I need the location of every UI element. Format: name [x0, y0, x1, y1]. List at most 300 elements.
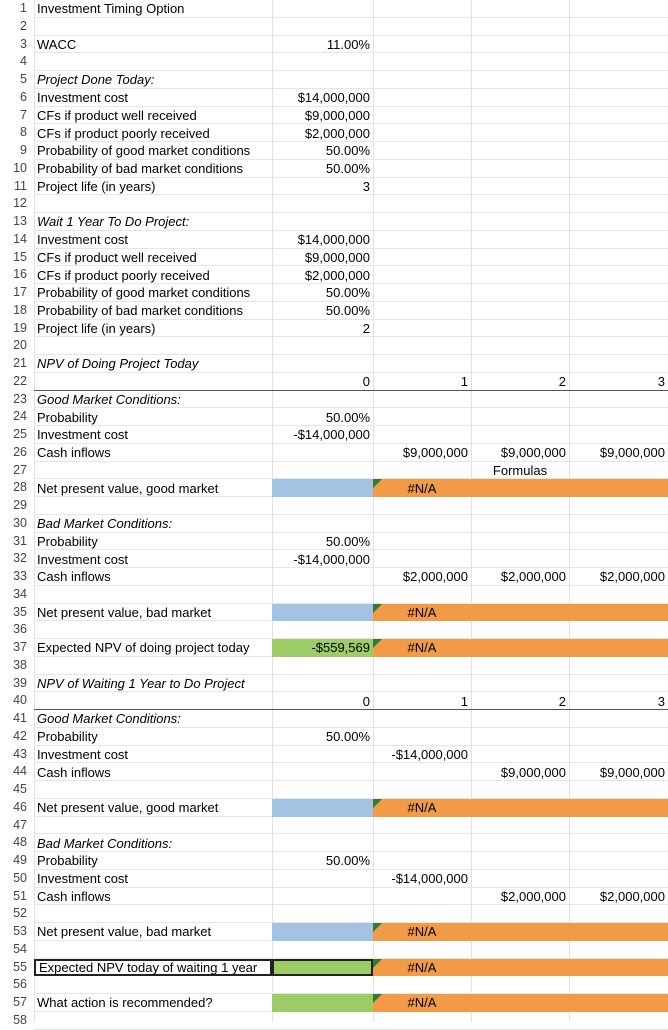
cell-b[interactable] — [272, 195, 373, 213]
cell-c[interactable] — [373, 284, 471, 302]
cell-c[interactable] — [373, 160, 471, 178]
cell-e[interactable] — [569, 355, 668, 373]
cell-a[interactable]: Investment cost — [37, 90, 129, 106]
cell-d[interactable] — [471, 675, 569, 693]
cell-c[interactable] — [373, 763, 471, 781]
cell-c[interactable]: 1 — [460, 693, 468, 709]
cell-c[interactable] — [373, 213, 471, 231]
row-number[interactable]: 38 — [13, 657, 27, 672]
cell-b[interactable] — [272, 355, 373, 373]
cell-d[interactable] — [471, 586, 569, 604]
cell-e[interactable] — [569, 852, 668, 870]
cell-e[interactable] — [569, 284, 668, 302]
cell-c[interactable] — [373, 959, 471, 977]
cell-a[interactable]: Investment cost — [37, 746, 129, 762]
cell-d[interactable] — [471, 53, 569, 71]
cell-a[interactable]: Bad Market Conditions: — [37, 516, 173, 532]
cell-a[interactable]: Net present value, good market — [37, 480, 219, 496]
cell-e[interactable] — [569, 337, 668, 355]
cell-a[interactable] — [34, 337, 272, 355]
cell-e[interactable] — [569, 249, 668, 267]
cell-d[interactable] — [471, 976, 569, 994]
row-number[interactable]: 6 — [20, 89, 27, 104]
row-number[interactable]: 43 — [13, 746, 27, 761]
cell-e[interactable] — [569, 533, 668, 551]
cell-c[interactable] — [373, 89, 471, 107]
cell-e[interactable] — [569, 586, 668, 604]
cell-c[interactable] — [373, 231, 471, 249]
cell-b[interactable]: 0 — [362, 693, 370, 709]
cell-b[interactable] — [272, 657, 373, 675]
cell-a[interactable]: NPV of Waiting 1 Year to Do Project — [37, 675, 245, 691]
cell-b[interactable]: $14,000,000 — [297, 90, 370, 106]
cell-c[interactable] — [373, 905, 471, 923]
row-number[interactable]: 29 — [13, 498, 27, 512]
row-number[interactable]: 18 — [13, 302, 27, 317]
cell-d[interactable] — [471, 71, 569, 89]
cell-a[interactable]: Probability of bad market conditions — [37, 161, 243, 177]
cell-d[interactable] — [471, 284, 569, 302]
row-number[interactable]: 17 — [13, 285, 27, 299]
cell-c[interactable] — [373, 53, 471, 71]
row-number[interactable]: 25 — [13, 427, 27, 441]
row-number[interactable]: 5 — [20, 72, 27, 86]
cell-c[interactable] — [373, 178, 471, 196]
cell-b[interactable] — [272, 213, 373, 231]
row-number[interactable]: 30 — [13, 515, 27, 530]
cell-c[interactable] — [373, 142, 471, 160]
cell-d[interactable] — [471, 515, 569, 533]
cell-c[interactable] — [373, 834, 471, 852]
cell-c[interactable] — [373, 604, 471, 622]
cell-d[interactable]: $9,000,000 — [500, 764, 566, 780]
cell-e[interactable] — [569, 107, 668, 125]
row-number[interactable]: 9 — [20, 143, 27, 157]
cell-b[interactable]: 50.00% — [325, 285, 370, 301]
cell-d[interactable] — [471, 0, 569, 18]
row-number[interactable]: 54 — [13, 941, 27, 956]
cell-a[interactable]: Cash inflows — [37, 888, 111, 904]
cell-d[interactable] — [471, 213, 569, 231]
cell-e[interactable] — [569, 391, 668, 409]
cell-e[interactable] — [569, 53, 668, 71]
cell-d[interactable] — [471, 533, 569, 551]
cell-d[interactable] — [471, 391, 569, 409]
cell-b[interactable] — [272, 710, 373, 728]
cell-b[interactable] — [272, 621, 373, 639]
cell-b[interactable] — [272, 53, 373, 71]
cell-e[interactable] — [569, 941, 668, 959]
cell-a[interactable]: Net present value, bad market — [37, 604, 212, 620]
cell-b[interactable]: $2,000,000 — [304, 267, 370, 283]
cell-e[interactable] — [569, 18, 668, 36]
cell-a[interactable] — [34, 905, 272, 923]
cell-a[interactable]: Project life (in years) — [37, 178, 156, 194]
cell-a[interactable] — [34, 462, 272, 480]
cell-a[interactable] — [34, 657, 272, 675]
cell-c[interactable]: $9,000,000 — [402, 445, 468, 461]
cell-c[interactable] — [373, 533, 471, 551]
row-number[interactable]: 28 — [13, 480, 27, 495]
cell-b[interactable]: 11.00% — [326, 36, 370, 52]
cell-c[interactable] — [373, 249, 471, 267]
cell-d[interactable] — [471, 320, 569, 338]
cell-d[interactable] — [471, 550, 569, 568]
cell-d[interactable] — [471, 959, 569, 977]
cell-a[interactable] — [34, 941, 272, 959]
cell-a[interactable]: WACC — [37, 36, 77, 52]
cell-a[interactable]: Investment Timing Option — [37, 1, 185, 17]
cell-c[interactable] — [373, 781, 471, 799]
cell-a[interactable]: Investment cost — [37, 871, 129, 887]
cell-e[interactable]: 3 — [657, 374, 665, 390]
cell-c[interactable] — [373, 479, 471, 497]
cell-b[interactable]: 50.00% — [325, 729, 370, 745]
cell-e[interactable] — [569, 621, 668, 639]
cell-d[interactable] — [471, 1012, 569, 1030]
cell-e[interactable] — [569, 497, 668, 515]
cell-c[interactable] — [373, 302, 471, 320]
cell-d[interactable] — [471, 923, 569, 941]
cell-d[interactable] — [471, 834, 569, 852]
cell-d[interactable] — [471, 852, 569, 870]
cell-b[interactable] — [272, 817, 373, 835]
cell-d[interactable] — [471, 710, 569, 728]
cell-d[interactable] — [471, 36, 569, 54]
cell-b[interactable] — [272, 444, 373, 462]
cell-e[interactable] — [569, 71, 668, 89]
cell-a[interactable]: Expected NPV of doing project today — [37, 640, 250, 656]
cell-e[interactable] — [569, 408, 668, 426]
cell-e[interactable] — [569, 870, 668, 888]
cell-d[interactable] — [471, 426, 569, 444]
cell-d[interactable]: $9,000,000 — [500, 445, 566, 461]
cell-e[interactable] — [569, 462, 668, 480]
cell-a[interactable]: CFs if product poorly received — [37, 267, 210, 283]
row-number[interactable]: 1 — [20, 1, 27, 15]
cell-e[interactable]: 3 — [657, 693, 665, 709]
cell-e[interactable] — [569, 657, 668, 675]
cell-e[interactable]: $2,000,000 — [599, 888, 665, 904]
row-number[interactable]: 10 — [13, 160, 27, 175]
cell-a[interactable]: Investment cost — [37, 232, 129, 248]
cell-c[interactable] — [373, 266, 471, 284]
cell-b[interactable]: -$559,569 — [272, 639, 373, 657]
cell-e[interactable] — [569, 799, 668, 817]
row-number[interactable]: 4 — [20, 54, 27, 69]
row-number[interactable]: 20 — [13, 338, 27, 353]
cell-c[interactable] — [373, 550, 471, 568]
cell-c[interactable] — [373, 994, 471, 1012]
cell-d[interactable] — [471, 639, 569, 657]
cell-a[interactable]: Probability — [37, 409, 98, 425]
row-number[interactable]: 58 — [13, 1012, 27, 1027]
row-number[interactable]: 15 — [13, 249, 27, 264]
row-number[interactable]: 44 — [13, 764, 27, 779]
cell-c[interactable] — [373, 675, 471, 693]
cell-b[interactable] — [272, 18, 373, 36]
cell-c[interactable] — [373, 497, 471, 515]
cell-c[interactable] — [373, 124, 471, 142]
row-number[interactable]: 24 — [13, 409, 27, 424]
cell-e[interactable] — [569, 604, 668, 622]
cell-a[interactable]: Probability — [37, 729, 98, 745]
cell-c[interactable]: -$14,000,000 — [391, 871, 468, 887]
row-number[interactable]: 46 — [13, 799, 27, 814]
cell-b[interactable]: 50.00% — [325, 161, 370, 177]
row-number[interactable]: 51 — [13, 888, 27, 903]
row-number[interactable]: 52 — [13, 906, 27, 921]
cell-a[interactable]: Good Market Conditions: — [37, 711, 181, 727]
cell-c[interactable]: -$14,000,000 — [391, 746, 468, 762]
cell-e[interactable] — [569, 479, 668, 497]
cell-a[interactable] — [34, 817, 272, 835]
row-number[interactable]: 13 — [13, 214, 27, 228]
cell-d[interactable] — [471, 781, 569, 799]
cell-d[interactable] — [471, 746, 569, 764]
cell-d[interactable] — [471, 124, 569, 142]
row-number[interactable]: 47 — [13, 817, 27, 832]
cell-a[interactable]: Wait 1 Year To Do Project: — [37, 214, 190, 230]
row-number[interactable]: 33 — [13, 569, 27, 583]
row-number[interactable]: 7 — [20, 107, 27, 122]
cell-d[interactable] — [471, 799, 569, 817]
cell-d[interactable] — [471, 266, 569, 284]
cell-c[interactable] — [373, 923, 471, 941]
cell-b[interactable] — [272, 941, 373, 959]
cell-d[interactable] — [471, 195, 569, 213]
cell-d[interactable] — [471, 657, 569, 675]
cell-c[interactable] — [373, 36, 471, 54]
cell-c[interactable] — [373, 195, 471, 213]
cell-a[interactable] — [34, 586, 272, 604]
row-number[interactable]: 40 — [13, 693, 27, 708]
cell-d[interactable] — [471, 160, 569, 178]
cell-c[interactable] — [373, 337, 471, 355]
cell-e[interactable] — [569, 195, 668, 213]
cell-e[interactable] — [569, 728, 668, 746]
cell-e[interactable] — [569, 710, 668, 728]
cell-b[interactable] — [272, 675, 373, 693]
cell-b[interactable] — [272, 923, 373, 941]
cell-a[interactable]: Cash inflows — [37, 445, 111, 461]
cell-e[interactable] — [569, 976, 668, 994]
row-number[interactable]: 16 — [13, 267, 27, 282]
row-number[interactable]: 19 — [13, 320, 27, 335]
cell-c[interactable] — [373, 320, 471, 338]
cell-b[interactable] — [272, 586, 373, 604]
cell-e[interactable] — [569, 959, 668, 977]
cell-c[interactable] — [373, 639, 471, 657]
cell-b[interactable] — [272, 604, 373, 622]
cell-e[interactable] — [569, 639, 668, 657]
cell-e[interactable] — [569, 675, 668, 693]
cell-a[interactable] — [34, 373, 272, 391]
row-number[interactable]: 49 — [13, 853, 27, 867]
cell-e[interactable] — [569, 302, 668, 320]
cell-a[interactable] — [34, 18, 272, 36]
cell-b[interactable]: 0 — [362, 374, 370, 390]
cell-a[interactable]: Cash inflows — [37, 764, 111, 780]
cell-d[interactable] — [471, 249, 569, 267]
cell-b[interactable]: 2 — [362, 320, 370, 336]
cell-c[interactable] — [373, 976, 471, 994]
cell-b[interactable] — [272, 959, 373, 977]
row-number[interactable]: 45 — [13, 782, 27, 796]
cell-d[interactable] — [471, 89, 569, 107]
cell-a[interactable]: CFs if product well received — [37, 107, 197, 123]
cell-a[interactable]: NPV of Doing Project Today — [37, 356, 199, 372]
cell-b[interactable]: -$14,000,000 — [293, 551, 370, 567]
cell-e[interactable] — [569, 124, 668, 142]
row-number[interactable]: 3 — [20, 36, 27, 51]
cell-d[interactable] — [471, 905, 569, 923]
cell-b[interactable] — [272, 976, 373, 994]
row-number[interactable]: 42 — [13, 728, 27, 743]
row-number[interactable]: 32 — [13, 551, 27, 566]
cell-e[interactable] — [569, 834, 668, 852]
cell-a[interactable]: Net present value, bad market — [37, 924, 212, 940]
cell-e[interactable] — [569, 160, 668, 178]
cell-e[interactable] — [569, 817, 668, 835]
cell-e[interactable] — [569, 781, 668, 799]
cell-d[interactable] — [471, 355, 569, 373]
row-number[interactable]: 39 — [13, 675, 27, 690]
cell-a[interactable] — [34, 195, 272, 213]
cell-b[interactable] — [272, 71, 373, 89]
cell-a[interactable]: Investment cost — [37, 427, 129, 443]
cell-a[interactable]: Good Market Conditions: — [37, 391, 181, 407]
cell-c[interactable] — [373, 107, 471, 125]
cell-d[interactable] — [471, 408, 569, 426]
cell-b[interactable] — [272, 763, 373, 781]
cell-b[interactable]: 50.00% — [325, 409, 370, 425]
cell-a[interactable] — [34, 1012, 272, 1030]
cell-d[interactable]: $2,000,000 — [500, 569, 566, 585]
cell-a[interactable] — [34, 692, 272, 710]
cell-a[interactable] — [34, 497, 272, 515]
row-number[interactable]: 27 — [13, 462, 27, 477]
row-number[interactable]: 35 — [13, 604, 27, 619]
row-number[interactable]: 48 — [13, 835, 27, 850]
cell-d[interactable] — [471, 479, 569, 497]
cell-d[interactable] — [471, 178, 569, 196]
cell-b[interactable] — [272, 568, 373, 586]
cell-a[interactable]: Cash inflows — [37, 569, 111, 585]
cell-b[interactable]: $2,000,000 — [304, 125, 370, 141]
cell-d[interactable] — [471, 231, 569, 249]
cell-a[interactable] — [34, 621, 272, 639]
cell-d[interactable] — [471, 142, 569, 160]
cell-e[interactable] — [569, 320, 668, 338]
cell-b[interactable] — [272, 888, 373, 906]
cell-b[interactable] — [272, 781, 373, 799]
cell-e[interactable]: $2,000,000 — [599, 569, 665, 585]
cell-a[interactable]: Project life (in years) — [37, 320, 156, 336]
row-number[interactable]: 50 — [13, 870, 27, 885]
cell-c[interactable] — [373, 817, 471, 835]
cell-b[interactable] — [272, 870, 373, 888]
cell-d[interactable] — [471, 497, 569, 515]
cell-e[interactable]: $9,000,000 — [599, 445, 665, 461]
cell-c[interactable] — [373, 728, 471, 746]
cell-d[interactable]: 2 — [558, 374, 566, 390]
cell-d[interactable] — [471, 994, 569, 1012]
cell-c[interactable]: 1 — [460, 374, 468, 390]
cell-b[interactable] — [272, 834, 373, 852]
cell-b[interactable] — [272, 0, 373, 18]
cell-d[interactable]: Formulas — [492, 462, 548, 478]
cell-b[interactable]: -$14,000,000 — [293, 427, 370, 443]
row-number[interactable]: 56 — [13, 977, 27, 992]
cell-d[interactable]: $2,000,000 — [500, 888, 566, 904]
cell-c[interactable] — [373, 408, 471, 426]
row-number[interactable]: 26 — [13, 444, 27, 459]
cell-e[interactable] — [569, 515, 668, 533]
cell-b[interactable] — [272, 1012, 373, 1030]
cell-d[interactable] — [471, 817, 569, 835]
cell-e[interactable]: $9,000,000 — [599, 764, 665, 780]
cell-d[interactable] — [471, 337, 569, 355]
cell-c[interactable] — [373, 657, 471, 675]
cell-c[interactable] — [373, 462, 471, 480]
cell-a[interactable] — [34, 976, 272, 994]
row-number[interactable]: 22 — [13, 373, 27, 388]
cell-d[interactable] — [471, 870, 569, 888]
cell-b[interactable] — [272, 799, 373, 817]
row-number[interactable]: 8 — [20, 125, 27, 140]
cell-c[interactable] — [373, 71, 471, 89]
cell-c[interactable] — [373, 799, 471, 817]
cell-e[interactable] — [569, 36, 668, 54]
cell-e[interactable] — [569, 142, 668, 160]
cell-b[interactable] — [272, 462, 373, 480]
cell-a[interactable] — [34, 53, 272, 71]
cell-c[interactable] — [373, 888, 471, 906]
cell-d[interactable] — [471, 18, 569, 36]
cell-c[interactable] — [373, 0, 471, 18]
cell-b[interactable]: $14,000,000 — [297, 232, 370, 248]
row-number[interactable]: 14 — [13, 231, 27, 246]
cell-b[interactable]: 50.00% — [325, 533, 370, 549]
cell-d[interactable]: 2 — [558, 693, 566, 709]
row-number[interactable]: 23 — [13, 391, 27, 406]
cell-c[interactable] — [373, 586, 471, 604]
row-number[interactable]: 12 — [13, 196, 27, 211]
row-number[interactable]: 11 — [14, 178, 27, 193]
cell-d[interactable] — [471, 941, 569, 959]
cell-e[interactable] — [569, 0, 668, 18]
cell-c[interactable] — [373, 941, 471, 959]
cell-b[interactable] — [272, 497, 373, 515]
row-number[interactable]: 41 — [13, 711, 27, 725]
cell-b[interactable]: 50.00% — [325, 143, 370, 159]
cell-c[interactable] — [373, 852, 471, 870]
cell-b[interactable] — [272, 479, 373, 497]
row-number[interactable]: 57 — [13, 995, 27, 1009]
cell-a[interactable] — [34, 781, 272, 799]
cell-a[interactable]: Investment cost — [37, 551, 129, 567]
row-number[interactable]: 36 — [13, 622, 27, 637]
row-number[interactable]: 55 — [13, 959, 27, 974]
cell-c[interactable]: $2,000,000 — [402, 569, 468, 585]
cell-d[interactable] — [471, 302, 569, 320]
cell-e[interactable] — [569, 994, 668, 1012]
cell-e[interactable] — [569, 905, 668, 923]
cell-b[interactable]: 50.00% — [325, 853, 370, 869]
cell-e[interactable] — [569, 426, 668, 444]
cell-a[interactable]: Probability of good market conditions — [37, 285, 251, 301]
